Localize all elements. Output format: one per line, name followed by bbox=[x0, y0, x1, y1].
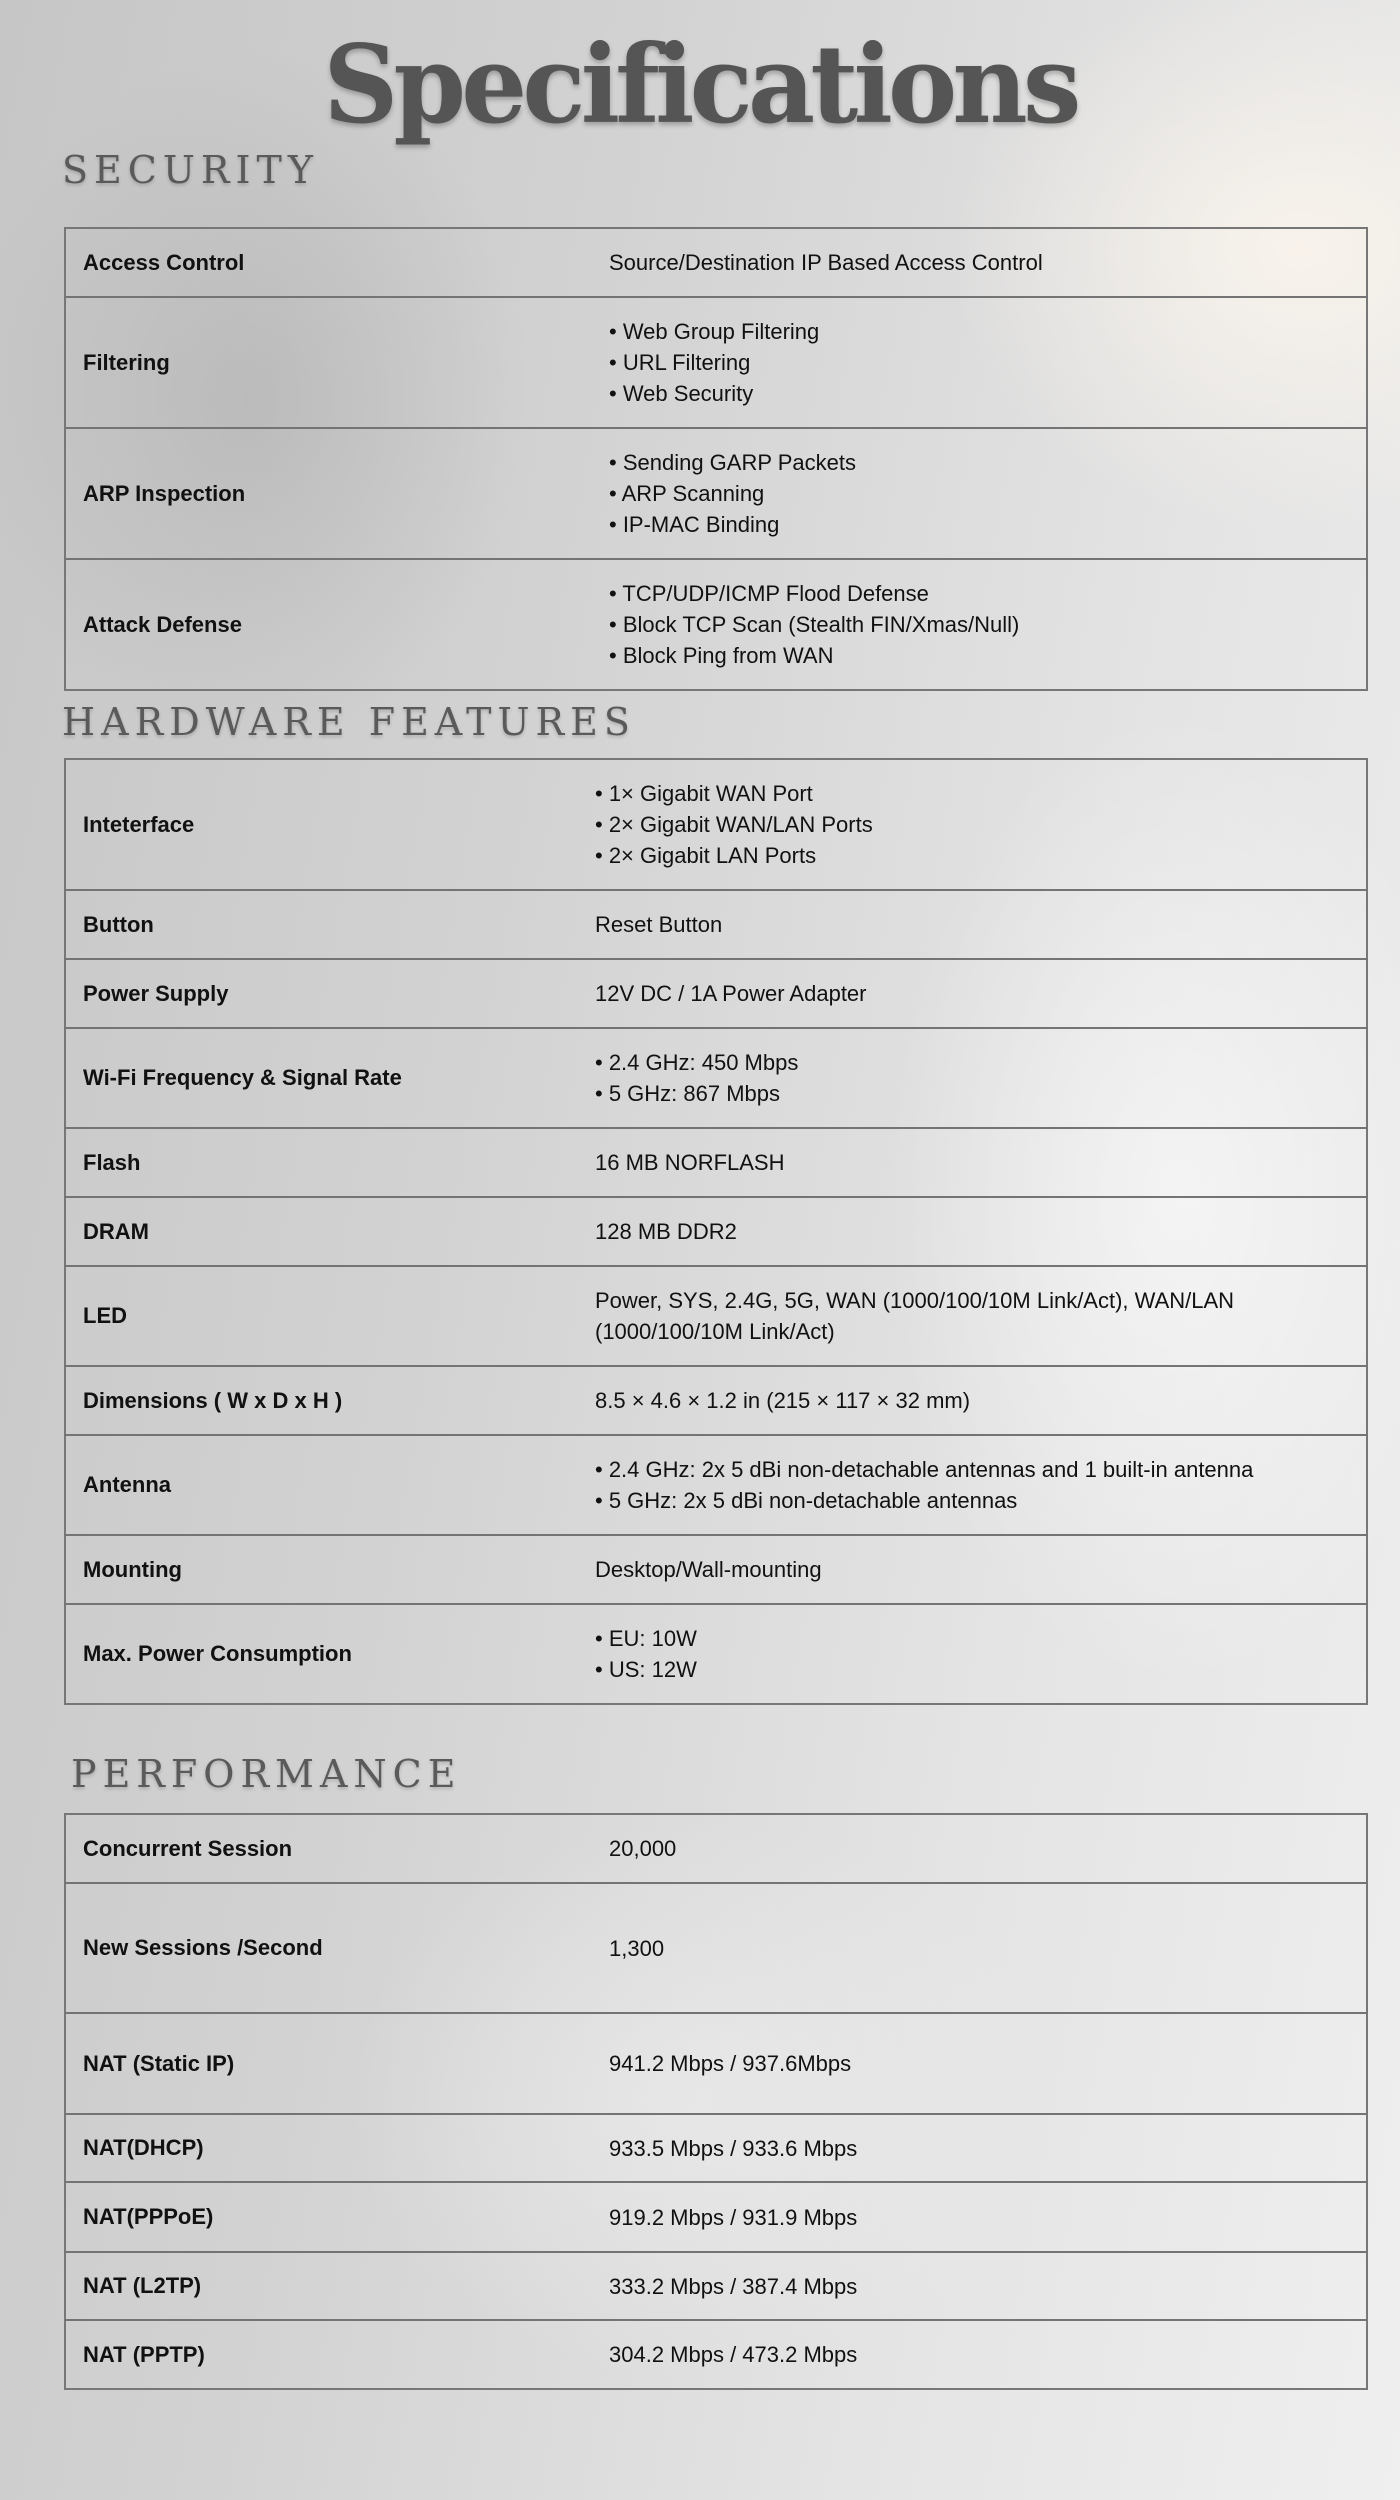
spec-value bbox=[595, 1604, 1367, 1704]
spec-label: NAT (PPTP) bbox=[65, 2320, 609, 2389]
spec-row bbox=[65, 2182, 1367, 2252]
spec-label: New Sessions /Second bbox=[65, 1883, 609, 2013]
spec-value-line: 12V DC / 1A Power Adapter bbox=[595, 981, 867, 1006]
spec-value bbox=[609, 228, 1367, 297]
security-table bbox=[64, 227, 1368, 691]
spec-row bbox=[65, 1028, 1367, 1128]
spec-value bbox=[609, 2114, 1367, 2182]
spec-value-line: Reset Button bbox=[595, 912, 723, 937]
spec-label: Dimensions ( W x D x H ) bbox=[65, 1366, 595, 1435]
spec-value-line: • Block TCP Scan (Stealth FIN/Xmas/Null) bbox=[609, 612, 1020, 637]
spec-label: Wi-Fi Frequency & Signal Rate bbox=[65, 1028, 595, 1128]
page-title: Specifications bbox=[323, 22, 1077, 148]
spec-value bbox=[609, 2182, 1367, 2252]
section-heading-performance: PERFORMANCE bbox=[71, 1752, 462, 1796]
spec-value bbox=[609, 428, 1367, 559]
spec-value-line: 1,300 bbox=[609, 1935, 665, 1961]
spec-row bbox=[65, 559, 1367, 690]
spec-label: ARP Inspection bbox=[65, 428, 609, 559]
spec-value-line: 304.2 Mbps / 473.2 Mbps bbox=[609, 2342, 858, 2367]
spec-value-line: • 2.4 GHz: 2x 5 dBi non-detachable antennas and 1 built-in antenna bbox=[595, 1457, 1254, 1482]
spec-value-line: 933.5 Mbps / 933.6 Mbps bbox=[609, 2135, 858, 2161]
spec-value-line: • TCP/UDP/ICMP Flood Defense bbox=[609, 581, 929, 606]
spec-value-line: • 2× Gigabit LAN Ports bbox=[595, 843, 817, 868]
section-heading-security: SECURITY bbox=[62, 148, 319, 192]
spec-value bbox=[609, 1883, 1367, 2013]
spec-value bbox=[595, 959, 1367, 1028]
spec-row bbox=[65, 1197, 1367, 1266]
spec-value bbox=[595, 1535, 1367, 1604]
spec-value bbox=[595, 1435, 1367, 1535]
spec-label: Inteterface bbox=[83, 811, 195, 837]
spec-value-line: • IP-MAC Binding bbox=[609, 512, 780, 537]
spec-value-line: 333.2 Mbps / 387.4 Mbps bbox=[609, 2273, 858, 2299]
spec-label: Access Control bbox=[83, 249, 245, 275]
spec-value-line: 941.2 Mbps / 937.6Mbps bbox=[609, 2051, 852, 2076]
spec-value bbox=[609, 2013, 1367, 2114]
spec-value bbox=[595, 1028, 1367, 1128]
spec-row bbox=[65, 1604, 1367, 1704]
spec-value bbox=[609, 2252, 1367, 2320]
spec-value-line: 128 MB DDR2 bbox=[595, 1219, 737, 1244]
spec-value bbox=[609, 2320, 1367, 2389]
spec-value-line: 16 MB NORFLASH bbox=[595, 1150, 785, 1175]
spec-value-line: Power, SYS, 2.4G, 5G, WAN (1000/100/10M Link/Act), WAN/LAN bbox=[595, 1288, 1235, 1313]
spec-label: Mounting bbox=[65, 1535, 595, 1604]
spec-label: Antenna bbox=[65, 1435, 595, 1535]
performance-table bbox=[64, 1813, 1368, 2390]
spec-row bbox=[65, 890, 1367, 959]
spec-row bbox=[65, 959, 1367, 1028]
spec-label: Max. Power Consumption bbox=[65, 1604, 595, 1704]
spec-value bbox=[595, 1366, 1367, 1435]
spec-value-line: • 1× Gigabit WAN Port bbox=[595, 781, 813, 806]
spec-value bbox=[595, 759, 1367, 890]
spec-value-line: • URL Filtering bbox=[609, 350, 751, 375]
spec-row bbox=[65, 2013, 1367, 2114]
spec-label: Button bbox=[65, 890, 595, 959]
spec-value-line: • US: 12W bbox=[595, 1657, 697, 1682]
spec-row bbox=[65, 1128, 1367, 1197]
spec-value-line: Source/Destination IP Based Access Control bbox=[609, 250, 1043, 275]
spec-row bbox=[65, 2114, 1367, 2182]
spec-value bbox=[609, 559, 1367, 690]
spec-value-line: 20,000 bbox=[609, 1836, 677, 1861]
spec-row bbox=[65, 1366, 1367, 1435]
spec-label: Power Supply bbox=[65, 959, 595, 1028]
spec-value-line: 919.2 Mbps / 931.9 Mbps bbox=[609, 2204, 858, 2230]
spec-value-line: 8.5 × 4.6 × 1.2 in (215 × 117 × 32 mm) bbox=[595, 1388, 971, 1413]
spec-label: Filtering bbox=[65, 297, 609, 428]
spec-row bbox=[65, 428, 1367, 559]
spec-value-line: • Web Group Filtering bbox=[609, 319, 820, 344]
spec-value-line: • Block Ping from WAN bbox=[609, 643, 834, 668]
spec-value bbox=[595, 890, 1367, 959]
spec-value bbox=[609, 1814, 1367, 1883]
spec-row bbox=[65, 2252, 1367, 2320]
spec-label: NAT(DHCP) bbox=[65, 2114, 609, 2182]
spec-row bbox=[65, 759, 1367, 890]
hardware-table bbox=[64, 758, 1368, 1705]
spec-value bbox=[595, 1266, 1367, 1366]
spec-value-line: (1000/100/10M Link/Act) bbox=[595, 1319, 835, 1344]
spec-value bbox=[609, 297, 1367, 428]
spec-row bbox=[65, 1435, 1367, 1535]
spec-label: Concurrent Session bbox=[83, 1835, 293, 1861]
spec-value-line: • Web Security bbox=[609, 381, 754, 406]
spec-label: DRAM bbox=[65, 1197, 595, 1266]
spec-value-line: • EU: 10W bbox=[595, 1626, 697, 1651]
spec-value bbox=[595, 1197, 1367, 1266]
spec-value-line: • ARP Scanning bbox=[609, 481, 765, 506]
spec-value bbox=[595, 1128, 1367, 1197]
spec-label: NAT(PPPoE) bbox=[65, 2182, 609, 2252]
spec-value-line: • 5 GHz: 867 Mbps bbox=[595, 1081, 781, 1106]
spec-value-line: • 2.4 GHz: 450 Mbps bbox=[595, 1050, 799, 1075]
spec-row bbox=[65, 228, 1367, 297]
spec-value-line: • 2× Gigabit WAN/LAN Ports bbox=[595, 812, 873, 837]
spec-label: NAT (Static IP) bbox=[65, 2013, 609, 2114]
spec-row bbox=[65, 2320, 1367, 2389]
spec-label: NAT (L2TP) bbox=[65, 2252, 609, 2320]
spec-label: Flash bbox=[65, 1128, 595, 1197]
spec-value-line: • 5 GHz: 2x 5 dBi non-detachable antennas bbox=[595, 1488, 1018, 1513]
section-heading-hardware: HARDWARE FEATURES bbox=[62, 700, 636, 744]
spec-row bbox=[65, 1883, 1367, 2013]
spec-label: Attack Defense bbox=[65, 559, 609, 690]
spec-row bbox=[65, 297, 1367, 428]
spec-value-line: Desktop/Wall-mounting bbox=[595, 1557, 822, 1582]
spec-label: LED bbox=[65, 1266, 595, 1366]
spec-row bbox=[65, 1535, 1367, 1604]
spec-row bbox=[65, 1266, 1367, 1366]
spec-row bbox=[65, 1814, 1367, 1883]
spec-value-line: • Sending GARP Packets bbox=[609, 450, 856, 475]
